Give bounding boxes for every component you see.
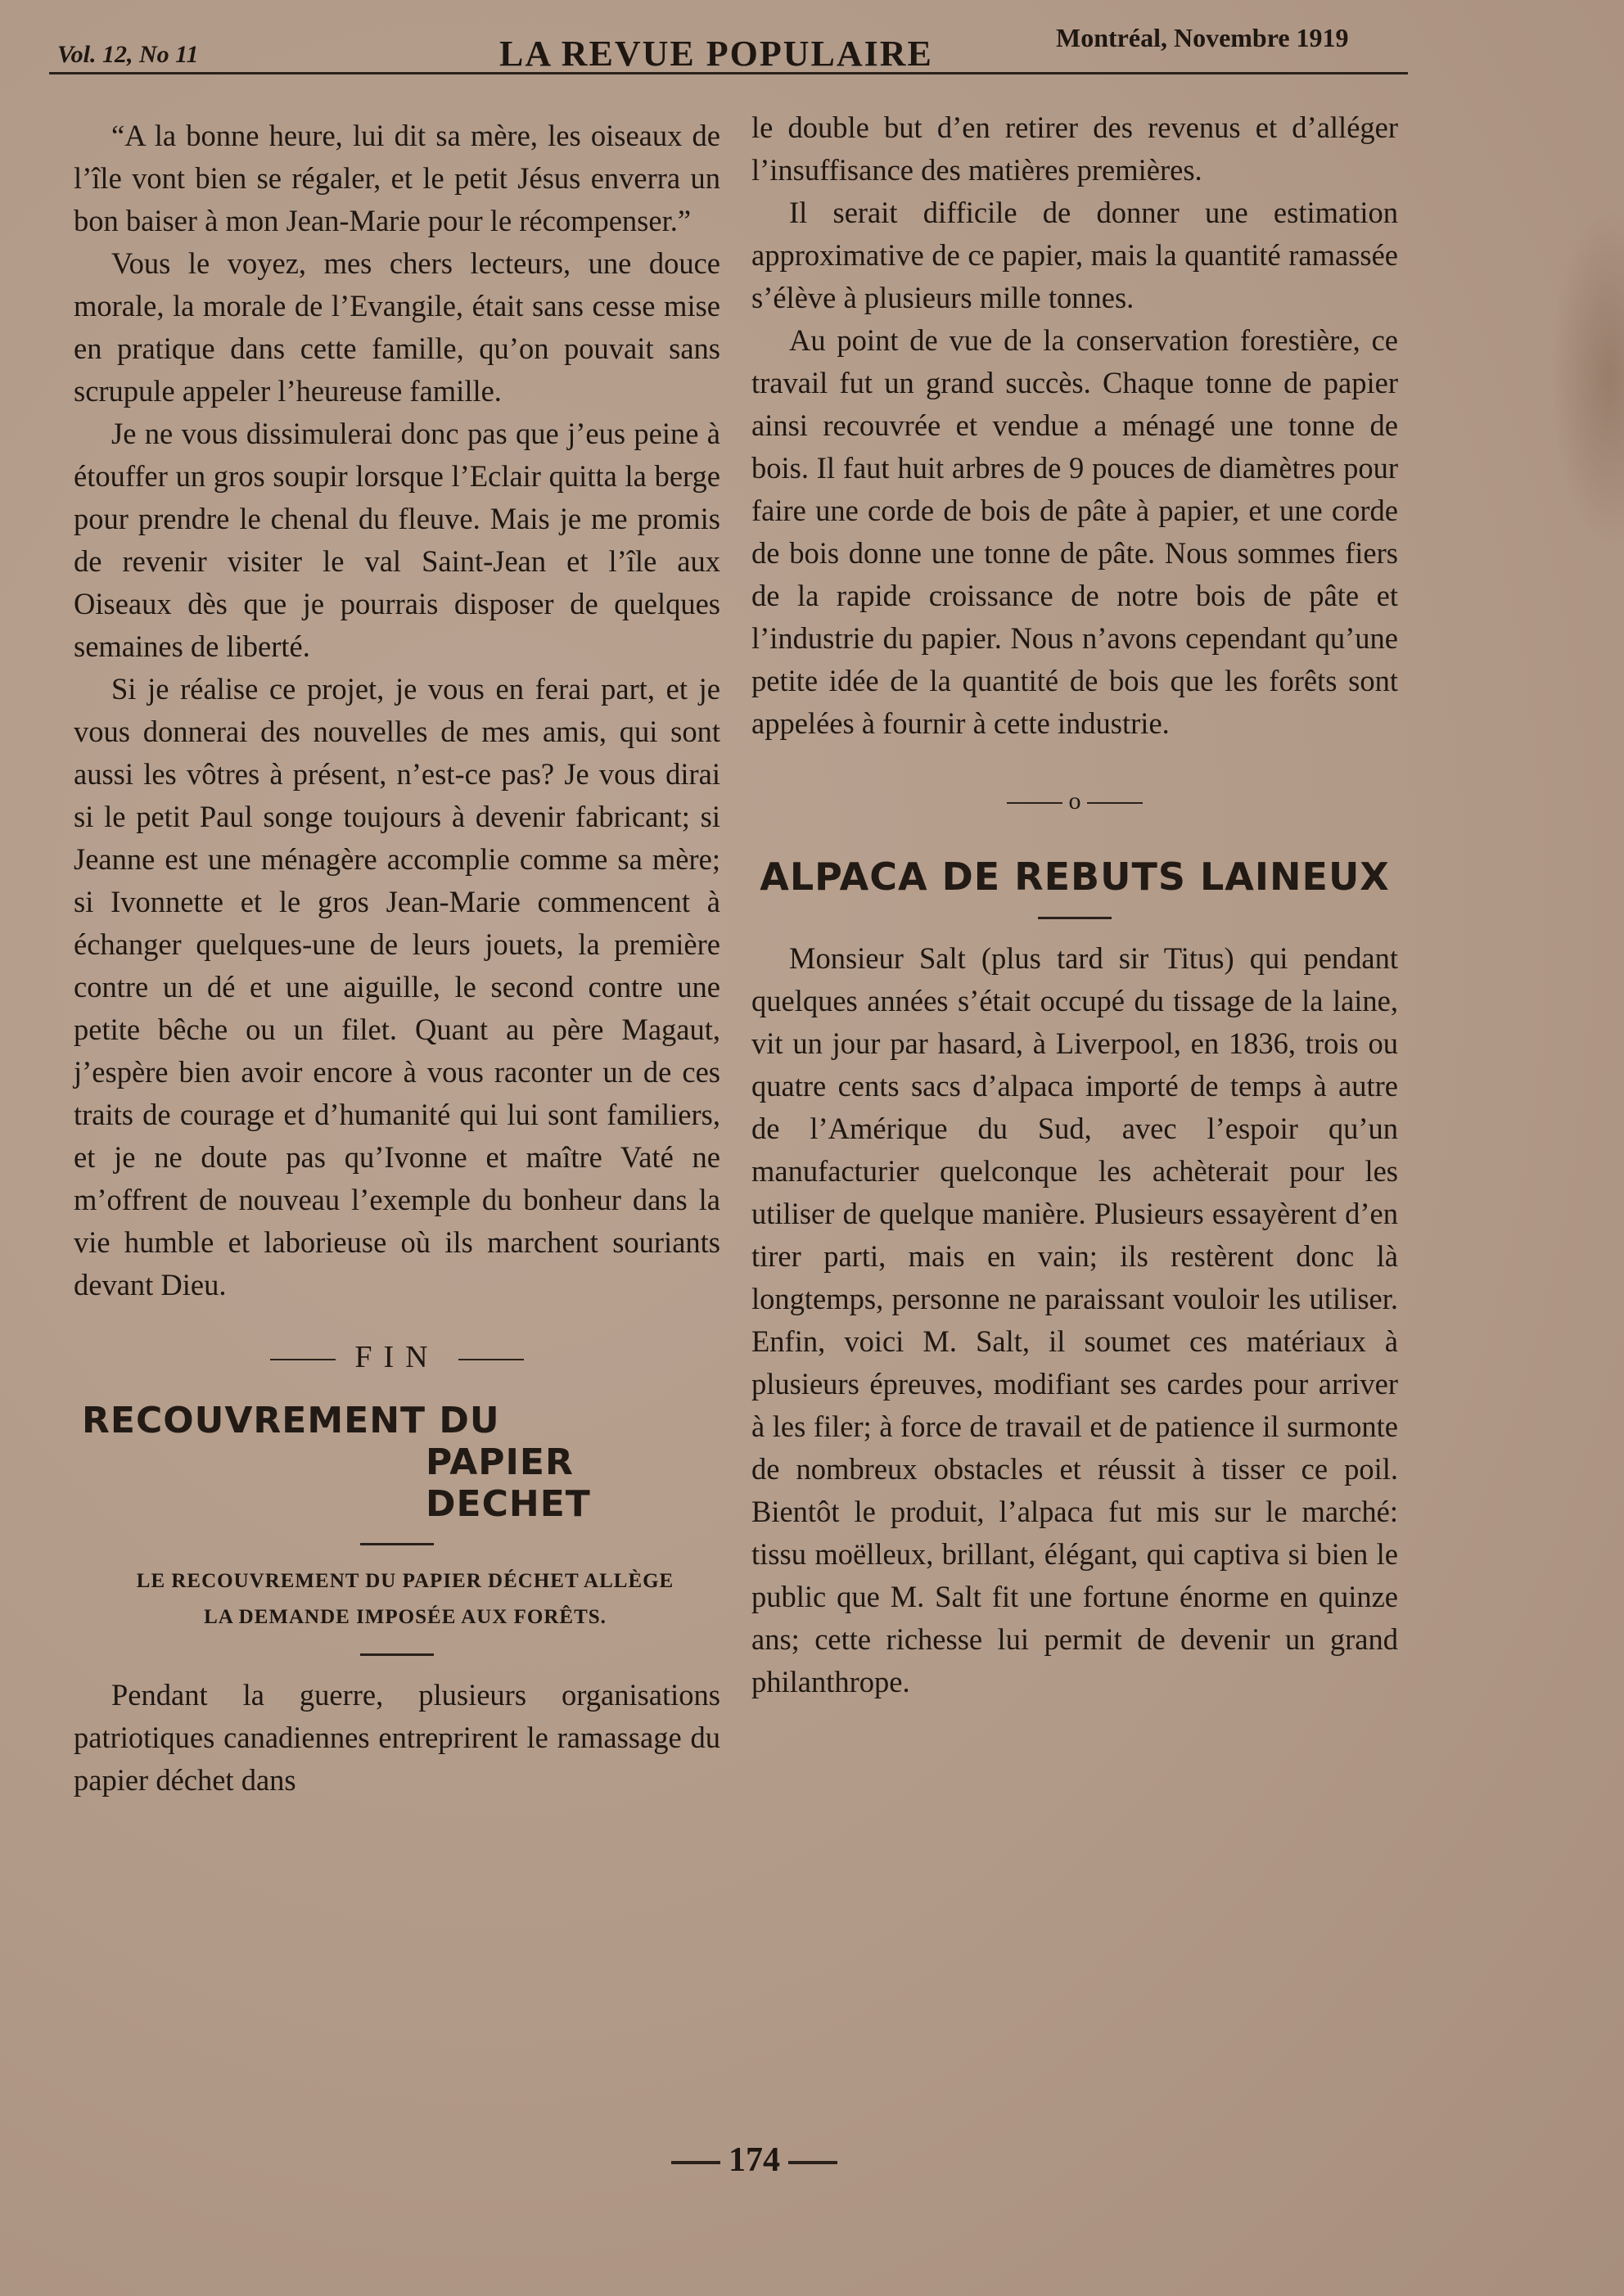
headline-line-2: PAPIER DECHET	[426, 1441, 591, 1525]
story-paragraph: “A la bonne heure, lui dit sa mère, les oiseaux de l’île vont bien se régaler, et le petit Jésus enverra un bon baiser à mon Jean-Marie pour le récompenser.”	[74, 119, 720, 237]
journal-title: LA REVUE POPULAIRE	[499, 34, 933, 74]
story-paragraph: Je ne vous dissimulerai donc pas que j’eus peine à étouffer un gros soupir lorsque l’Eclair quitta la berge pour prendre le chenal du fleuve. Mais je me promis de revenir visiter le val Saint-Jean et l’île aux Oiseaux dès que je pourrais disposer de quelques semaines de liberté.	[74, 417, 720, 663]
divider	[270, 1359, 336, 1360]
section-separator	[751, 787, 1398, 815]
divider	[360, 1653, 434, 1656]
story-paragraph: Si je réalise ce projet, je vous en ferai part, et je vous donnerai des nouvelles de mes amis, qui sont aussi les vôtres à présent, n’est-ce pas? Je vous dirai si le petit Paul songe toujours à devenir fabricant; si Jeanne est une ménagère accomplie comme sa mère; si Ivonnette et le gros Jean-Marie commencent à échanger quelques-une de leurs jouets, la première contre un dé et une aiguille, le second contre une petite bêche ou un filet. Quant au père Magaut, j’espère bien avoir encore à vous raconter un de ces traits de courage et d’humanité qui lui sont familiers, et je ne doute pas qu’Ivonne et maître Vaté ne m’offrent de nouveau l’exemple du bonheur dans la vie humble et laborieuse où ils marchent souriants devant Dieu.	[74, 672, 720, 1301]
divider	[1007, 802, 1062, 804]
article-paragraph: Monsieur Salt (plus tard sir Titus) qui pendant quelques années s’était occupé du tissage de la laine, vit un jour par hasard, à Liverpool, en 1836, trois ou quatre cents sacs d’alpaca importé de temps à autre de l’Amérique du Sud, avec l’espoir qu’un manufacturier quelconque les achèterait pour les utiliser de quelque manière. Plusieurs essayèrent d’en tirer parti, mais en vain; ils restèrent donc là longtemps, personne ne paraissant vouloir les utiliser. Enfin, voici M. Salt, il soumet ces matériaux à plusieurs épreuves, modifiant ses cardes pour arriver à les filer; à force de travail et de patience il surmonte de nombreux obstacles et réussit à tisser ce poil. Bientôt le produit, l’alpaca fut mis sur le marché: tissu moëlleux, brillant, élégant, qui captiva si bien le public que M. Salt fit une fortune énorme en quinze ans; cette richesse lui permit de devenir un grand philanthrope.	[751, 941, 1398, 1698]
article-paragraph: Il serait difficile de donner une estimation approximative de ce papier, mais la quantité ramassée s’élève à plusieurs mille tonnes.	[751, 196, 1398, 314]
separator-mark: o	[1068, 787, 1081, 814]
issue-date: Montréal, Novembre 1919	[1056, 23, 1349, 52]
paper-stain	[1550, 205, 1624, 548]
left-column	[74, 115, 720, 1802]
fin-label: FIN	[354, 1340, 440, 1374]
divider	[1038, 917, 1112, 919]
page-number-text: 174	[729, 2141, 780, 2179]
article-paragraph: Au point de vue de la conservation forestière, ce travail fut un grand succès. Chaque tonne de papier ainsi recouvrée et vendue a ménagé une tonne de bois. Il faut huit arbres de 9 pouces de diamètres pour faire une corde de bois de pâte à papier, et une corde de bois donne une tonne de pâte. Nous sommes fiers de la rapide croissance de notre bois de pâte et l’industrie du papier. Nous n’avons cependant qu’une petite idée de la quantité de bois que les forêts sont appelées à fournir à cette industrie.	[751, 323, 1398, 740]
divider	[671, 2161, 720, 2164]
divider	[1087, 802, 1143, 804]
article-paragraph: Pendant la guerre, plusieurs organisations patriotiques canadiennes entreprirent le ramassage du papier déchet dans	[74, 1678, 720, 1797]
volume-number: Vol. 12, No 11	[57, 41, 199, 68]
article-headline: ALPACA DE REBUTS LAINEUX	[760, 855, 1390, 899]
article-paragraph: le double but d’en retirer des revenus et d’alléger l’insuffisance des matières premières.	[751, 111, 1398, 187]
divider	[360, 1543, 434, 1545]
page-header	[49, 23, 1408, 74]
story-paragraph: Vous le voyez, mes chers lecteurs, une douce morale, la morale de l’Evangile, était sans cesse mise en pratique dans cette famille, qu’on pouvait sans scrupule appeler l’heureuse famille.	[74, 246, 720, 408]
right-column	[751, 106, 1398, 1703]
headline-line-1: RECOUVREMENT DU	[82, 1400, 500, 1441]
article-headline	[74, 1400, 720, 1525]
article-subheadline: LE RECOUVREMENT DU PAPIER DÉCHET ALLÈGE LA DEMANDE IMPOSÉE AUX FORÊTS.	[136, 1570, 674, 1628]
divider	[788, 2161, 837, 2164]
divider	[458, 1359, 524, 1360]
page-number	[663, 2140, 846, 2180]
story-end-marker	[74, 1339, 720, 1375]
